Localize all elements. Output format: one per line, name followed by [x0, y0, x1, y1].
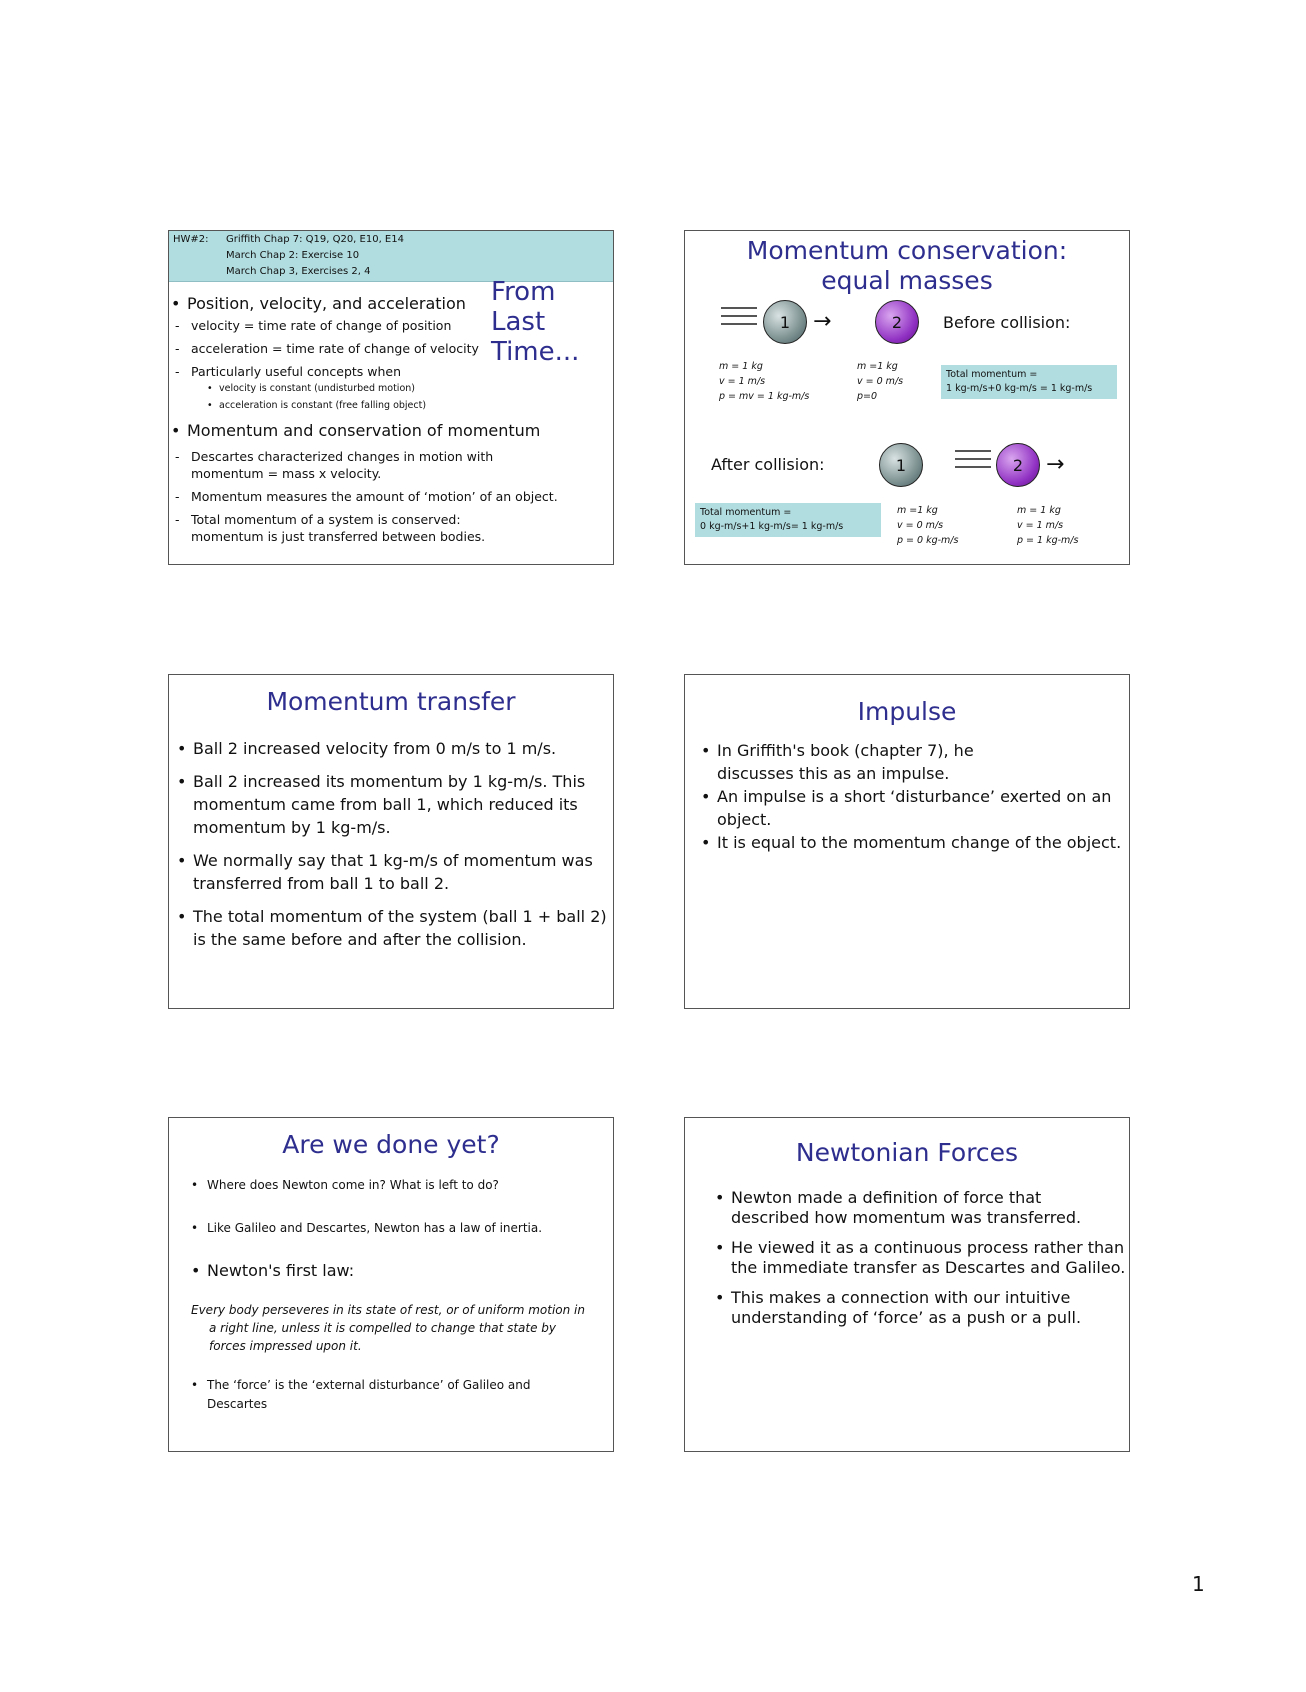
- bullet-item: • In Griffith's book (chapter 7), he discusses this as an impulse.: [699, 739, 987, 785]
- sub-bullet: - Descartes characterized changes in motion with momentum = mass x velocity.: [169, 448, 521, 482]
- total-line: Total momentum =: [946, 369, 1038, 380]
- bullet-item: • We normally say that 1 kg-m/s of momentum was transferred from ball 1 to ball 2.: [175, 849, 593, 895]
- ball-1: [879, 443, 923, 487]
- homework-banner: [169, 231, 613, 282]
- total-line: Total momentum =: [700, 507, 792, 518]
- bullet-item: • He viewed it as a continuous process rather than the immediate transfer as Descartes and Galileo.: [713, 1238, 1130, 1278]
- bullet-item: • The total momentum of the system (ball 1 + ball 2) is the same before and after the collision.: [175, 905, 614, 951]
- slide-title: Newtonian Forces: [795, 1138, 1019, 1167]
- after-total-momentum: [695, 503, 881, 537]
- sub-sub-bullet: • velocity is constant (undisturbed motion): [205, 380, 609, 397]
- ball-2-label: 2: [1012, 455, 1024, 475]
- slide-body: [713, 1188, 1125, 1328]
- slide-body: [189, 1176, 607, 1282]
- before-total-momentum: [941, 365, 1117, 399]
- homework-line: March Chap 2: Exercise 10: [226, 250, 360, 261]
- bullet-item: • Momentum and conservation of momentum: [169, 420, 609, 442]
- slide-newtonian-forces: [684, 1117, 1130, 1452]
- slide-title: Impulse: [857, 697, 957, 726]
- slide-impulse: [684, 674, 1130, 1009]
- ball-2: [996, 443, 1040, 487]
- bullet-item: • The ‘force’ is the ‘external disturbance’ of Galileo and Descartes: [189, 1376, 587, 1414]
- slide-body: [699, 739, 1125, 854]
- ball-2: [875, 300, 919, 344]
- homework-line: March Chap 3, Exercises 2, 4: [226, 266, 371, 277]
- ball-1-label: 1: [895, 455, 907, 475]
- info-line: v = 0 m/s: [857, 376, 904, 387]
- slide-title: Are we done yet?: [282, 1130, 500, 1159]
- bullet-item: • Ball 2 increased velocity from 0 m/s to 1 m/s.: [175, 737, 613, 760]
- info-line: p = 1 kg-m/s: [1017, 535, 1079, 546]
- sub-bullet: - velocity = time rate of change of position: [169, 317, 491, 334]
- info-line: p = mv = 1 kg-m/s: [719, 391, 810, 402]
- page-number: 1: [1192, 1572, 1205, 1596]
- before-ball-1-info: [719, 359, 809, 404]
- homework-line: Griffith Chap 7: Q19, Q20, E10, E14: [226, 234, 404, 245]
- slide-title: Momentum transfer: [266, 687, 516, 716]
- info-line: m = 1 kg: [1017, 505, 1061, 516]
- before-collision-label: Before collision:: [943, 313, 1071, 332]
- arrow-right-icon: →: [1046, 452, 1065, 477]
- bullet-item: • Like Galileo and Descartes, Newton has a law of inertia.: [189, 1219, 607, 1238]
- total-line: 1 kg-m/s+0 kg-m/s = 1 kg-m/s: [946, 383, 1093, 394]
- homework-label: HW#2:: [173, 234, 209, 245]
- slide-momentum-transfer: [168, 674, 614, 1009]
- info-line: v = 1 m/s: [1017, 520, 1064, 531]
- motion-lines-icon: [721, 305, 757, 327]
- slide-body: [175, 737, 613, 951]
- slide-body: [169, 293, 609, 545]
- slide-body-lower: [189, 1376, 607, 1414]
- info-line: m =1 kg: [857, 361, 898, 372]
- info-line: v = 1 m/s: [719, 376, 766, 387]
- sub-bullet: - Momentum measures the amount of ‘motion’ of an object.: [169, 488, 609, 505]
- ball-1-label: 1: [779, 312, 791, 332]
- after-collision-label: After collision:: [711, 455, 825, 474]
- slide-title-line: From Last: [491, 277, 556, 337]
- info-line: p=0: [857, 391, 878, 402]
- slide-title: Momentum conservation: equal masses: [746, 236, 1068, 295]
- bullet-item: • This makes a connection with our intuitive understanding of ‘force’ as a push or a pull.: [713, 1288, 1101, 1328]
- slide-title-line: Time...: [491, 337, 580, 367]
- after-ball-2-info: [1017, 503, 1078, 548]
- bullet-item: • Position, velocity, and acceleration: [169, 293, 609, 315]
- bullet-item: • An impulse is a short ‘disturbance’ exerted on an object.: [699, 785, 1125, 831]
- slide-momentum-conservation: [684, 230, 1130, 565]
- after-ball-1-info: [897, 503, 958, 548]
- bullet-item: • Where does Newton come in? What is left to do?: [189, 1176, 607, 1195]
- info-line: m =1 kg: [897, 505, 938, 516]
- slide-from-last-time: [168, 230, 614, 565]
- bullet-item: • It is equal to the momentum change of the object.: [699, 831, 1125, 854]
- info-line: p = 0 kg-m/s: [897, 535, 959, 546]
- ball-1: [763, 300, 807, 344]
- bullet-item: • Newton made a definition of force that described how momentum was transferred.: [713, 1188, 1101, 1228]
- total-line: 0 kg-m/s+1 kg-m/s= 1 kg-m/s: [700, 521, 844, 532]
- sub-bullet: - acceleration = time rate of change of velocity: [169, 340, 609, 357]
- slide-are-we-done-yet: [168, 1117, 614, 1452]
- newton-first-law-quote: Every body perseveres in its state of rest, or of uniform motion in a right line, unless it is compelled to change that state by forces impressed upon it.: [191, 1303, 585, 1353]
- info-line: v = 0 m/s: [897, 520, 944, 531]
- sub-bullet: - Total momentum of a system is conserved: momentum is just transferred between bodies.: [169, 511, 521, 545]
- info-line: m = 1 kg: [719, 361, 763, 372]
- sub-bullet: - Particularly useful concepts when: [169, 363, 609, 380]
- motion-lines-icon: [955, 448, 991, 470]
- ball-2-label: 2: [891, 312, 903, 332]
- sub-sub-bullet: • acceleration is constant (free falling object): [205, 397, 609, 414]
- bullet-item: • Ball 2 increased its momentum by 1 kg-m/s. This momentum came from ball 1, which reduced its momentum by 1 kg-m/s.: [175, 770, 593, 839]
- bullet-item: • Newton's first law:: [189, 1260, 607, 1282]
- before-ball-2-info: [857, 359, 903, 404]
- arrow-right-icon: →: [813, 309, 832, 334]
